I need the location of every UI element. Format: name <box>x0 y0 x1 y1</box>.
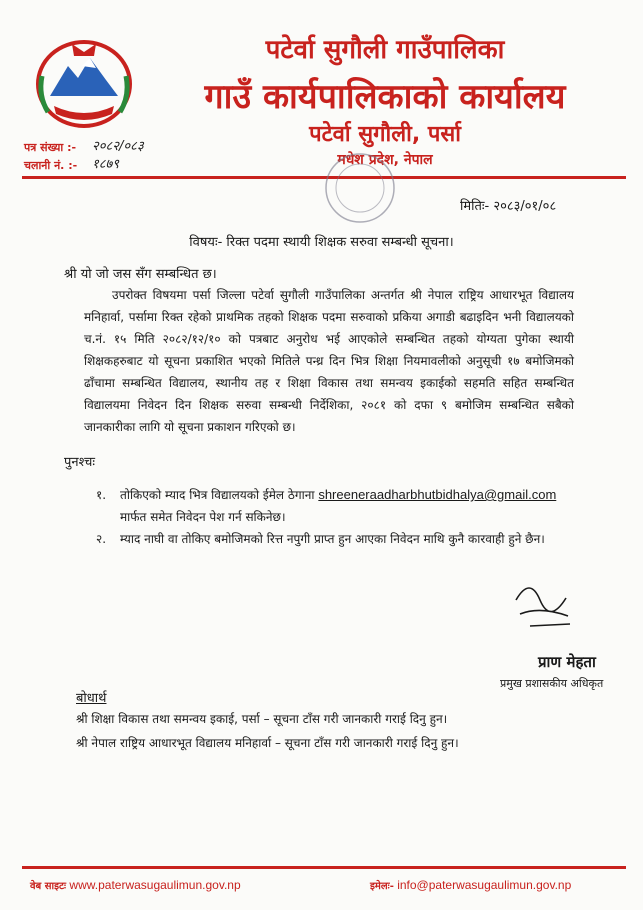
nepal-emblem-icon <box>34 36 134 128</box>
office-stamp-icon <box>322 150 398 226</box>
patra-sankhya-label: पत्र संख्या :- <box>24 141 77 154</box>
body-paragraph: उपरोक्त विषयमा पर्सा जिल्ला पटेर्वा सुगौली गाउँपालिका अन्तर्गत श्री नेपाल राष्ट्रिय आधारभूत विद्यालय मनिहार्वा, पर्सामा रिक्त रहेको प्राथमिक तहको शिक्षक पदमा सरुवाको प्रकिया अगाडी बढाइदिन भनी विद्यालयको च.नं. १५ मिति २०८२/१२/१० को पत्रबाट अनुरोध भई आएकोले सम्बन्धित तहको योग्यता पुगेका स्थायी शिक्षकहरुबाट यो सूचना प्रकाशित भएको मितिले पन्ध्र दिन भित्र शिक्षा नियमावलीको अनुसूची १७ बमोजिमको ढाँचामा सम्बन्धित विद्यालय, स्थानीय तह र शिक्षा विकास तथा समन्वय इकाईको सहमति सहित सम्बन्धित विद्यालयमा निवेदन दिन शिक्षक सरुवा सम्बन्धी निर्देशिका, २०८१ को दफा ९ बमोजिम सम्बन्धित सबैको जानकारीका लागि यो सूचना प्रकाशन गरिएको छ। <box>84 288 574 434</box>
note-1-text: तोकिएको म्याद भित्र विद्यालयको ईमेल ठेगाना <box>120 488 315 502</box>
footer-website <box>30 878 241 892</box>
signature-icon <box>510 570 580 640</box>
signatory-name: प्राण मेहता <box>538 653 596 671</box>
office-title: गाउँ कार्यपालिकाको कार्यालय <box>204 77 566 117</box>
website-label: वेब साइटः <box>30 881 67 892</box>
cc-item: श्री शिक्षा विकास तथा समन्वय इकाई, पर्सा – सूचना टाँस गरी जानकारी गराई दिनु हुन। <box>76 712 448 726</box>
email-link[interactable]: info@paterwasugaulimun.gov.np <box>397 878 572 892</box>
office-address: पटेर्वा सुगौली, पर्सा <box>309 122 461 147</box>
cc-item: श्री नेपाल राष्ट्रिय आधारभूत विद्यालय मनिहार्वा – सूचना टाँस गरी जानकारी गराई दिनु हुन। <box>76 736 459 750</box>
note-1 <box>120 484 590 528</box>
note-1-text-after: मार्फत समेत निवेदन पेश गर्न सकिनेछ। <box>120 510 286 524</box>
salutation: श्री यो जो जस सँग सम्बन्धित छ। <box>64 267 217 282</box>
note-2-number: २. <box>96 532 107 546</box>
signatory-title: प्रमुख प्रशासकीय अधिकृत <box>500 677 604 690</box>
office-name: पटेर्वा सुगौली गाउँपालिका <box>265 35 505 65</box>
email-label: इमेलः- <box>370 881 394 892</box>
chalani-value: १८७९ <box>92 157 120 172</box>
letter-date: मितिः- २०८३/०१/०८ <box>460 199 557 214</box>
website-link[interactable]: www.paterwasugaulimun.gov.np <box>69 878 241 892</box>
subject-line: विषयः- रिक्त पदमा स्थायी शिक्षक सरुवा सम्बन्धी सूचना। <box>189 235 454 250</box>
patra-sankhya-value: २०८२/०८३ <box>92 139 144 154</box>
note-1-number: १. <box>96 488 107 502</box>
footer-email <box>370 878 571 892</box>
note-2-text: म्याद नाघी वा तोकिए बमोजिमको रित्त नपुगी प्राप्त हुन आएका निवेदन माथि कुनै कारवाही हुने छैन। <box>120 532 545 546</box>
bodharth-heading: बोधार्थ <box>76 691 107 706</box>
office-province: मधेश प्रदेश, नेपाल <box>337 152 433 168</box>
school-email-link[interactable]: shreeneraadharbhutbidhalya@gmail.com <box>318 487 557 502</box>
punash-heading: पुनश्चः <box>64 455 96 470</box>
chalani-label: चलानी नं. :- <box>24 159 78 172</box>
footer-rule <box>22 866 626 869</box>
